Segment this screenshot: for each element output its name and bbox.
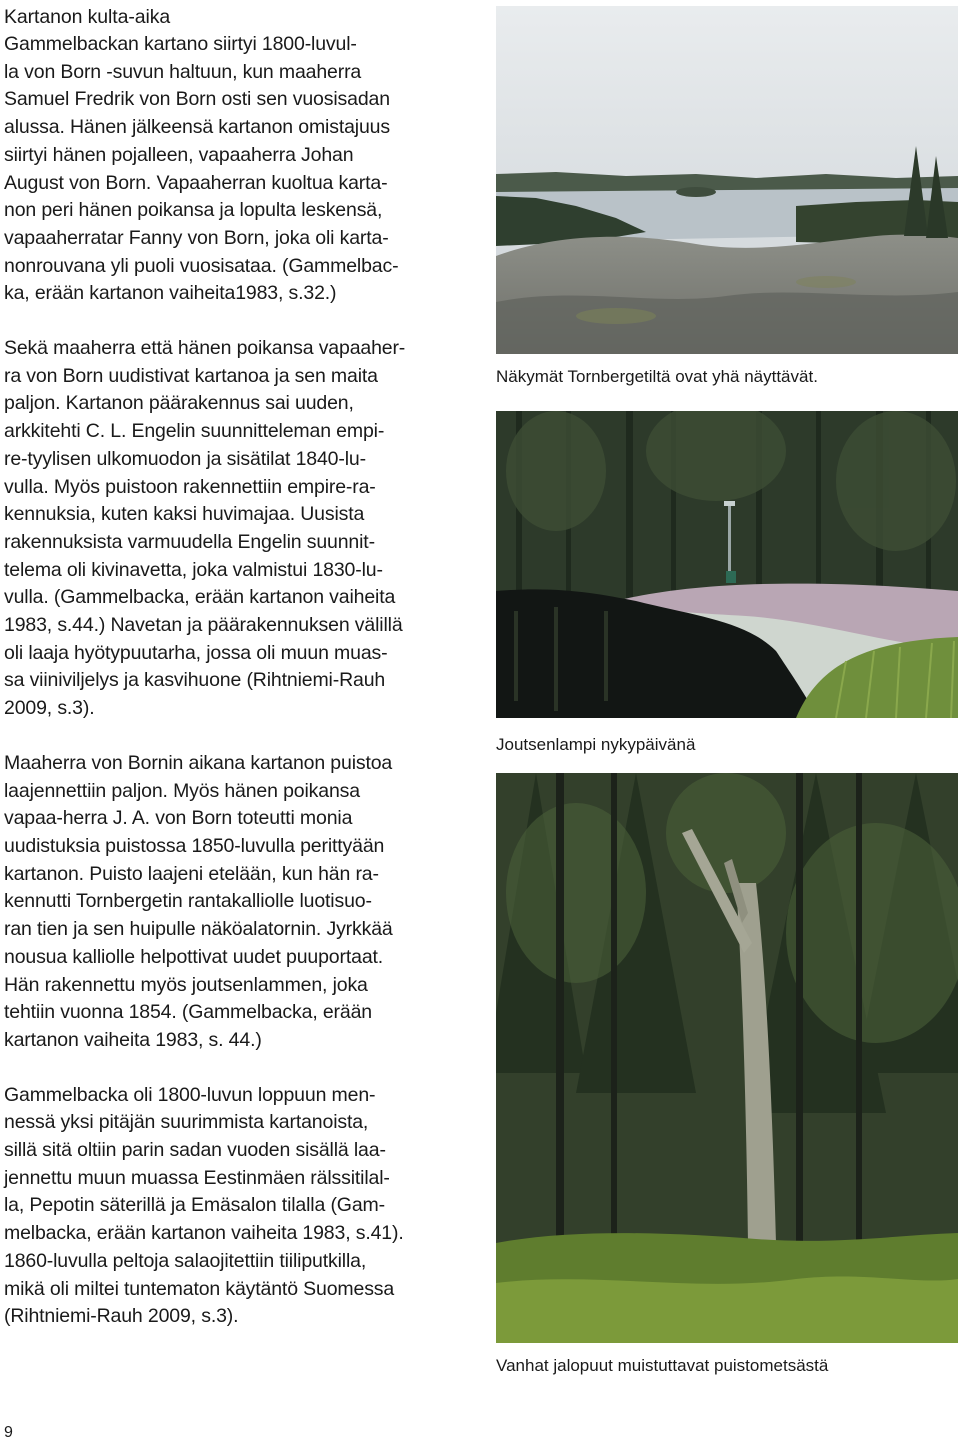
- old-tree-image: [496, 773, 958, 1343]
- paragraph-line: nousua kalliolle helpottivat uudet puuportaat.: [4, 945, 384, 968]
- photo-old-tree: [496, 773, 958, 1343]
- paragraph-line: (Rihtniemi-Rauh 2009, s.3).: [4, 1305, 239, 1328]
- figures-column: [496, 6, 958, 1377]
- paragraph-line: telema oli kivinavetta, joka valmistui 1830-lu-: [4, 558, 383, 581]
- paragraph-line: Gammelbackan kartano siirtyi 1800-luvul-: [4, 33, 357, 55]
- paragraph-line: re-tyylisen ulkomuodon ja sisätilat 1840-lu-: [4, 447, 366, 470]
- paragraph-line: non peri hänen poikansa ja lopulta leskensä,: [4, 199, 383, 222]
- paragraph-line: laajennettiin paljon. Myös hänen poikansa: [4, 779, 360, 802]
- paragraph-line: nonrouvana yli puoli vuosisataa. (Gammelbac-: [4, 254, 399, 277]
- paragraph-line: paljon. Kartanon päärakennus sai uuden,: [4, 392, 354, 415]
- paragraph-line: rakennuksista varmuudella Engelin suunnit-: [4, 530, 375, 553]
- paragraph-line: mikä oli miltei tuntematon käytäntö Suomessa: [4, 1277, 395, 1300]
- paragraph-line: melbacka, erään kartanon vaiheita 1983, s.41).: [4, 1222, 404, 1245]
- paragraph-line: vapaa-herra J. A. von Born toteutti monia: [4, 807, 353, 830]
- paragraph-line: la, Pepotin säterillä ja Emäsalon tilalla (Gam-: [4, 1194, 385, 1217]
- paragraph-line: Hän rakennettu myös joutsenlammen, joka: [4, 973, 368, 996]
- paragraph-line: tehtiin vuonna 1854. (Gammelbacka, erään: [4, 1001, 372, 1024]
- paragraph-line: jennettu muun muassa Eestinmäen rälssitilal-: [4, 1166, 390, 1189]
- paragraph-line: oli laaja hyötypuutarha, jossa oli muun muas-: [4, 641, 388, 664]
- paragraph-line: Sekä maaherra että hänen poikansa vapaaher-: [4, 337, 406, 360]
- paragraph-line: August von Born. Vapaaherran kuoltua karta-: [4, 171, 388, 194]
- paragraph-line: alussa. Hänen jälkeensä kartanon omistajuus: [4, 116, 390, 139]
- page-number: 9: [4, 1424, 13, 1441]
- section-heading: Kartanon kulta-aika: [4, 6, 171, 28]
- paragraph-2: [4, 335, 466, 723]
- paragraph-line: uudistuksia puistossa 1850-luvulla perittyään: [4, 834, 385, 857]
- paragraph-line: Maaherra von Bornin aikana kartanon puistoa: [4, 751, 393, 774]
- photo-swan-pond: [496, 411, 958, 718]
- paragraph-line: kartanon vaiheita 1983, s. 44.): [4, 1028, 262, 1051]
- paragraph-line: siirtyi hänen pojalleen, vapaaherra Johan: [4, 143, 354, 166]
- paragraph-line: kartanon. Puisto laajeni etelään, kun hän ra-: [4, 862, 379, 885]
- paragraph-line: arkkitehti C. L. Engelin suunnitteleman empi-: [4, 420, 385, 443]
- paragraph-line: vapaaherratar Fanny von Born, joka oli karta-: [4, 226, 389, 249]
- paragraph-line: vulla. (Gammelbacka, erään kartanon vaiheita: [4, 586, 396, 609]
- paragraph-line: sa viiniviljelys ja kasvihuone (Rihtniemi-Rauh: [4, 669, 386, 692]
- paragraph-line: ka, erään kartanon vaiheita1983, s.32.): [4, 282, 337, 305]
- paragraph-line: 2009, s.3).: [4, 697, 95, 720]
- paragraph-line: vulla. Myös puistoon rakennettiin empire-ra-: [4, 475, 376, 498]
- article-text-column: [4, 4, 466, 1331]
- photo-lake-view: [496, 6, 958, 354]
- paragraph-line: sillä sitä oltiin parin sadan vuoden sisällä laa-: [4, 1139, 386, 1162]
- paragraph-line: 1860-luvulla peltoja salaojitettiin tiiliputkilla,: [4, 1249, 367, 1272]
- paragraph-line: la von Born -suvun haltuun, kun maaherra: [4, 60, 362, 83]
- paragraph-line: 1983, s.44.) Navetan ja päärakennuksen välillä: [4, 614, 403, 637]
- paragraph-4: [4, 1082, 466, 1331]
- lake-view-image: [496, 6, 958, 354]
- paragraph-line: ran tien ja sen huipulle näköalatornin. Jyrkkää: [4, 918, 393, 941]
- paragraph-line: ra von Born uudistivat kartanoa ja sen maita: [4, 364, 378, 387]
- figure-caption-3: Vanhat jalopuut muistuttavat puistometsästä: [496, 1356, 829, 1375]
- paragraph-line: Samuel Fredrik von Born osti sen vuosisadan: [4, 88, 390, 111]
- paragraph-line: nessä yksi pitäjän suurimmista kartanoista,: [4, 1111, 369, 1134]
- figure-caption-1: Näkymät Tornbergetiltä ovat yhä näyttävät.: [496, 367, 818, 386]
- paragraph-3: [4, 750, 466, 1055]
- paragraph-line: kennutti Tornbergetin rantakalliolle luotisuo-: [4, 890, 372, 913]
- paragraph-1: [4, 31, 466, 308]
- swan-pond-image: [496, 411, 958, 718]
- paragraph-line: kennuksia, kuten kaksi huvimajaa. Uusista: [4, 503, 365, 526]
- paragraph-line: Gammelbacka oli 1800-luvun loppuun men-: [4, 1083, 376, 1106]
- figure-caption-2: Joutsenlampi nykypäivänä: [496, 735, 696, 754]
